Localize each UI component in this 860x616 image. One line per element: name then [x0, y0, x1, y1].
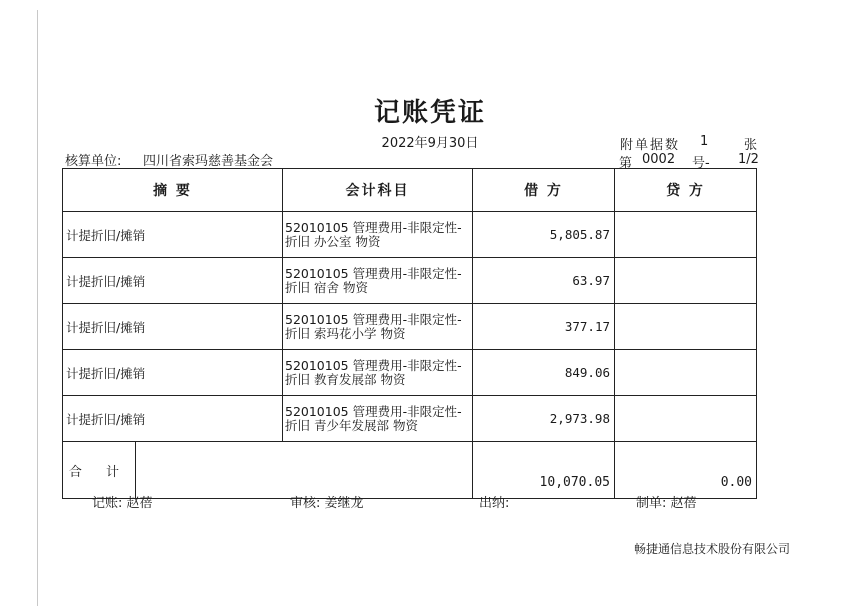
account-line-2: 折旧 教育发展部 物资 [285, 371, 406, 387]
total-label: 合 计 [63, 442, 136, 499]
row-summary: 计提折旧/摊销 [63, 396, 283, 442]
reviewer-signature: 审核: 姜继龙 [290, 496, 364, 511]
row-credit [615, 212, 757, 258]
row-debit: 849.06 [473, 350, 615, 396]
account-line-2: 折旧 索玛花小学 物资 [285, 325, 406, 341]
row-account [283, 304, 473, 350]
account-line-2: 折旧 青少年发展部 物资 [285, 417, 418, 433]
row-debit: 2,973.98 [473, 396, 615, 442]
voucher-number: 0002 [642, 152, 676, 167]
voucher-number-prefix: 第 [619, 156, 633, 171]
table-row [63, 258, 757, 304]
table-row [63, 350, 757, 396]
total-credit: 0.00 [615, 442, 757, 499]
software-company: 畅捷通信息技术股份有限公司 [633, 542, 790, 556]
attachments-label: 附单据数 [620, 138, 681, 153]
row-credit [615, 396, 757, 442]
preparer-signature: 制单: 赵蓓 [636, 496, 697, 511]
attachments-unit: 张 [744, 138, 758, 153]
row-debit: 377.17 [473, 304, 615, 350]
voucher-table [62, 168, 757, 499]
row-summary: 计提折旧/摊销 [63, 350, 283, 396]
total-debit: 10,070.05 [473, 442, 615, 499]
total-blank-cell [136, 442, 473, 499]
row-account [283, 258, 473, 304]
cashier-signature: 出纳: [479, 496, 510, 511]
voucher-title: 记账凭证 [373, 98, 486, 128]
header-summary: 摘 要 [63, 169, 283, 212]
total-row [63, 442, 757, 499]
account-line-1: 52010105 管理费用-非限定性- [285, 357, 462, 373]
row-summary: 计提折旧/摊销 [63, 258, 283, 304]
row-credit [615, 350, 757, 396]
table-row [63, 304, 757, 350]
voucher-date: 2022年9月30日 [381, 136, 479, 151]
table-row [63, 396, 757, 442]
attachments-count: 1 [700, 134, 709, 149]
account-line-1: 52010105 管理费用-非限定性- [285, 311, 462, 327]
row-debit: 63.97 [473, 258, 615, 304]
account-line-1: 52010105 管理费用-非限定性- [285, 403, 462, 419]
row-summary: 计提折旧/摊销 [63, 304, 283, 350]
accounting-unit-label: 核算单位: [65, 154, 122, 169]
account-line-2: 折旧 宿舍 物资 [285, 279, 368, 295]
row-account [283, 396, 473, 442]
header-debit: 借 方 [473, 169, 615, 212]
voucher-page-number: 1/2 [738, 152, 759, 167]
table-row [63, 212, 757, 258]
row-debit: 5,805.87 [473, 212, 615, 258]
account-line-2: 折旧 办公室 物资 [285, 233, 381, 249]
account-line-1: 52010105 管理费用-非限定性- [285, 219, 462, 235]
bookkeeper-signature: 记账: 赵蓓 [92, 496, 153, 511]
table-header-row [63, 169, 757, 212]
row-account [283, 350, 473, 396]
row-summary: 计提折旧/摊销 [63, 212, 283, 258]
account-line-1: 52010105 管理费用-非限定性- [285, 265, 462, 281]
voucher-number-suffix: 号- [692, 156, 710, 171]
row-credit [615, 304, 757, 350]
accounting-unit-name: 四川省索玛慈善基金会 [143, 154, 274, 169]
header-account: 会计科目 [283, 169, 473, 212]
header-credit: 贷 方 [615, 169, 757, 212]
row-account [283, 212, 473, 258]
row-credit [615, 258, 757, 304]
